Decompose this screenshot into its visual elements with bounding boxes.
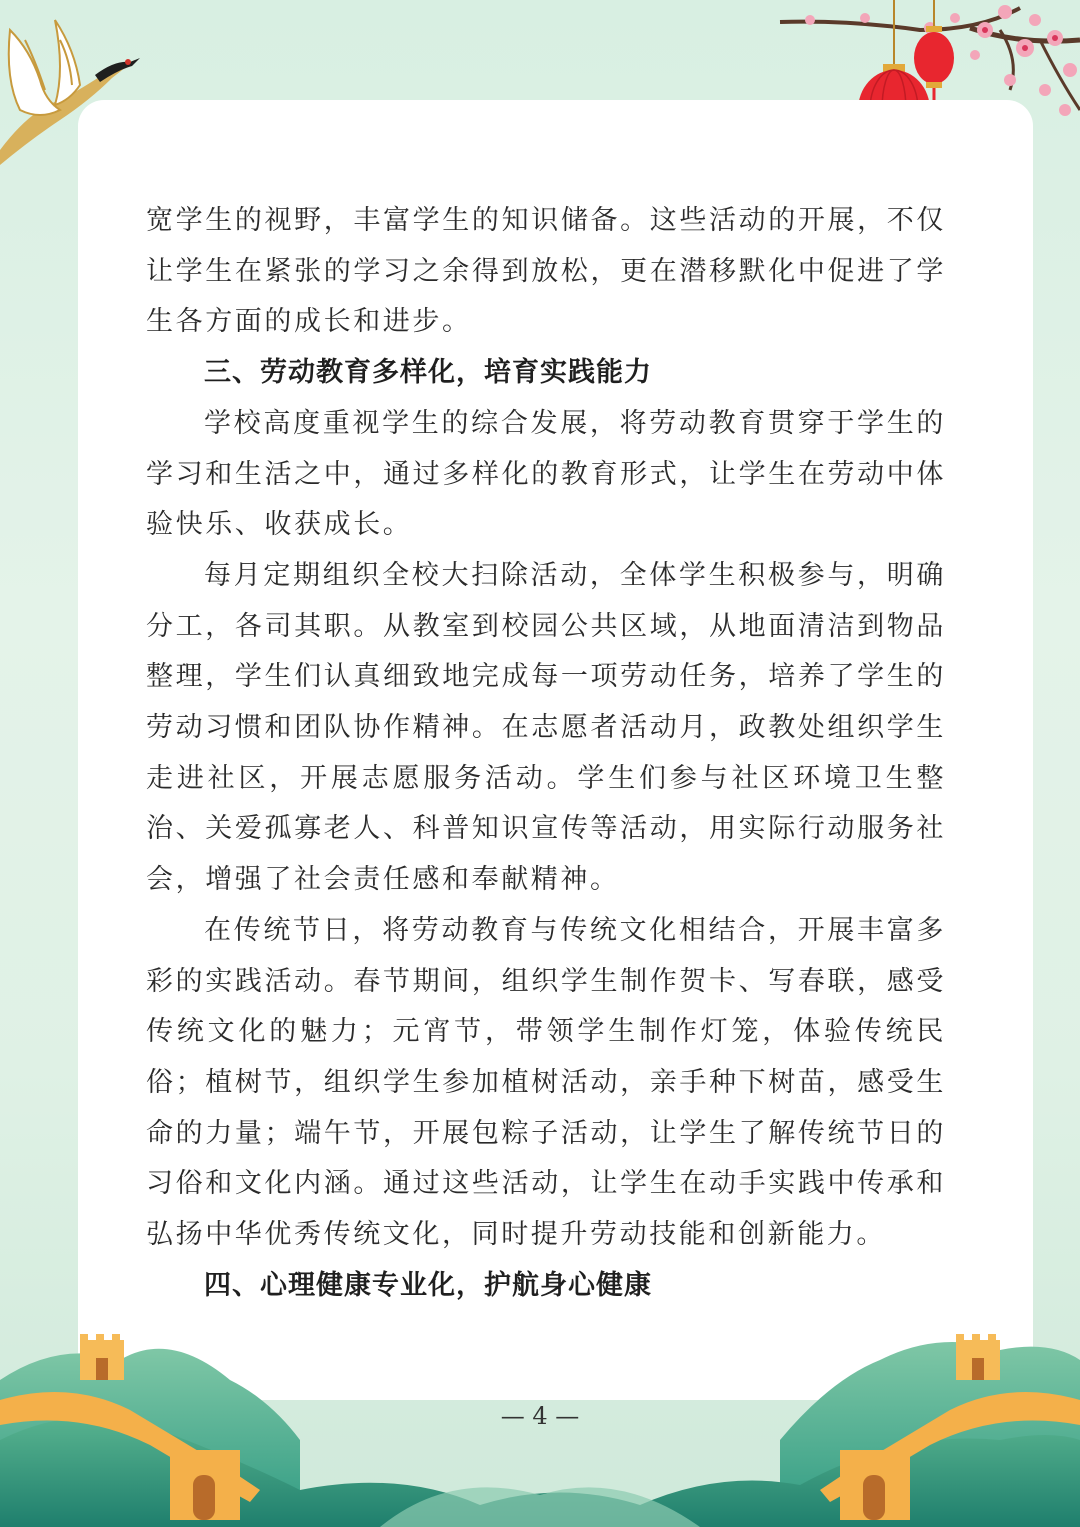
- paragraph: 每月定期组织全校大扫除活动，全体学生积极参与，明确分工，各司其职。从教室到校园公共区域，从地面清洁到物品整理，学生们认真细致地完成每一项劳动任务，培养了学生的劳动习惯和团队协作精神。在志愿者活动月，政教处组织学生走进社区，开展志愿服务活动。学生们参与社区环境卫生整治、关爱孤寡老人、科普知识宣传等活动，用实际行动服务社会，增强了社会责任感和奉献精神。: [146, 559, 946, 896]
- paragraph: 学校高度重视学生的综合发展，将劳动教育贯穿于学生的学习和生活之中，通过多样化的教育形式，让学生在劳动中体验快乐、收获成长。: [146, 407, 946, 541]
- paragraph: 宽学生的视野，丰富学生的知识储备。这些活动的开展，不仅让学生在紧张的学习之余得到放松，更在潜移默化中促进了学生各方面的成长和进步。: [146, 205, 946, 338]
- section-heading: 三、劳动教育多样化，培育实践能力: [204, 357, 652, 389]
- document-body: [146, 196, 946, 1311]
- section-heading: 四、心理健康专业化，护航身心健康: [204, 1269, 652, 1301]
- paragraph: 在传统节日，将劳动教育与传统文化相结合，开展丰富多彩的实践活动。春节期间，组织学生制作贺卡、写春联，感受传统文化的魅力；元宵节，带领学生制作灯笼，体验传统民俗；植树节，组织学生参加植树活动，亲手种下树苗，感受生命的力量；端午节，开展包粽子活动，让学生了解传统节日的习俗和文化内涵。通过这些活动，让学生在动手实践中传承和弘扬中华优秀传统文化，同时提升劳动技能和创新能力。: [146, 914, 946, 1251]
- page-number: — 4 —: [500, 1402, 580, 1430]
